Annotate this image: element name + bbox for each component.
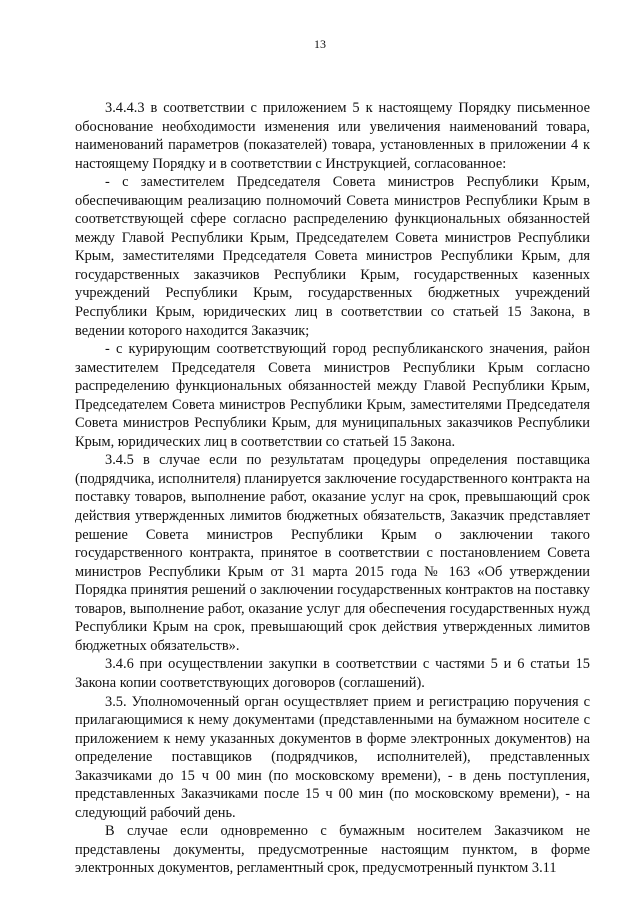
paragraph-3-4-5: 3.4.5 в случае если по результатам процедуры определения поставщика (подрядчика, исполнителя) планируется заключение государственного контракта на поставку товаров, выполнение работ, оказание услуг на срок, превышающий срок действия утвержденных лимитов бюджетных обязательств, Заказчик представляет решение Совета министров Республики Крым о заключении такого государственного контракта, принятое в соответствии с постановлением Совета министров Республики Крым от 31 марта 2015 года № 163 «Об утверждении Порядка принятия решений о заключении государственных контрактов на поставку товаров, выполнение работ, оказание услуг для обеспечения государственных нужд Республики Крым на срок, превышающий срок действия утвержденных лимитов бюджетных обязательств».	[75, 452, 590, 654]
document-body	[75, 99, 590, 878]
paragraph-electronic-documents: В случае если одновременно с бумажным носителем Заказчиком не представлены документы, предусмотренные настоящим пунктом, в форме электронных документов, регламентный срок, предусмотренный пунктом 3.11	[75, 823, 590, 877]
page-number: 13	[314, 37, 326, 51]
paragraph-3-4-6: 3.4.6 при осуществлении закупки в соответствии с частями 5 и 6 статьи 15 Закона копии соответствующих договоров (соглашений).	[75, 656, 590, 691]
paragraph-3-5: 3.5. Уполномоченный орган осуществляет прием и регистрацию поручения с прилагающимися к нему документами (представленными на бумажном носителе с приложением к нему указанных документов в форме электронных документов) на определение поставщиков (подрядчиков, исполнителей), представленных Заказчиками до 15 ч 00 мин (по московскому времени), - в день поступления, представленных Заказчиками после 15 ч 00 мин (по московскому времени), - на следующий рабочий день.	[75, 693, 590, 821]
paragraph-deputy-chairman-approval: - с заместителем Председателя Совета министров Республики Крым, обеспечивающим реализацию полномочий Совета министров Республики Крым в соответствующей сфере согласно распределению функциональных обязанностей между Главой Республики Крым, Председателем Совета министров Республики Крым, заместителями Председателя Совета министров Республики Крым, для государственных заказчиков Республики Крым, государственных казенных учреждений Республики Крым, государственных бюджетных учреждений Республики Крым, юридических лиц в соответствии со статьей 15 Закона, в ведении которого находится Заказчик;	[75, 174, 590, 339]
paragraph-3-4-4-3: 3.4.4.3 в соответствии с приложением 5 к настоящему Порядку письменное обоснование необходимости изменения или увеличения наименований товара, наименований параметров (показателей) товара, установленных в приложении 4 к настоящему Порядку и в соответствии с Инструкцией, согласованное:	[75, 100, 590, 172]
paragraph-curating-deputy-approval: - с курирующим соответствующий город республиканского значения, район заместителем Председателя Совета министров Республики Крым согласно распределению функциональных обязанностей между Главой Республики Крым, Председателем Совета министров Республики Крым, заместителями Председателя Совета министров Республики Крым, для муниципальных заказчиков Республики Крым, юридических лиц в соответствии со статьей 15 Закона.	[75, 341, 590, 450]
